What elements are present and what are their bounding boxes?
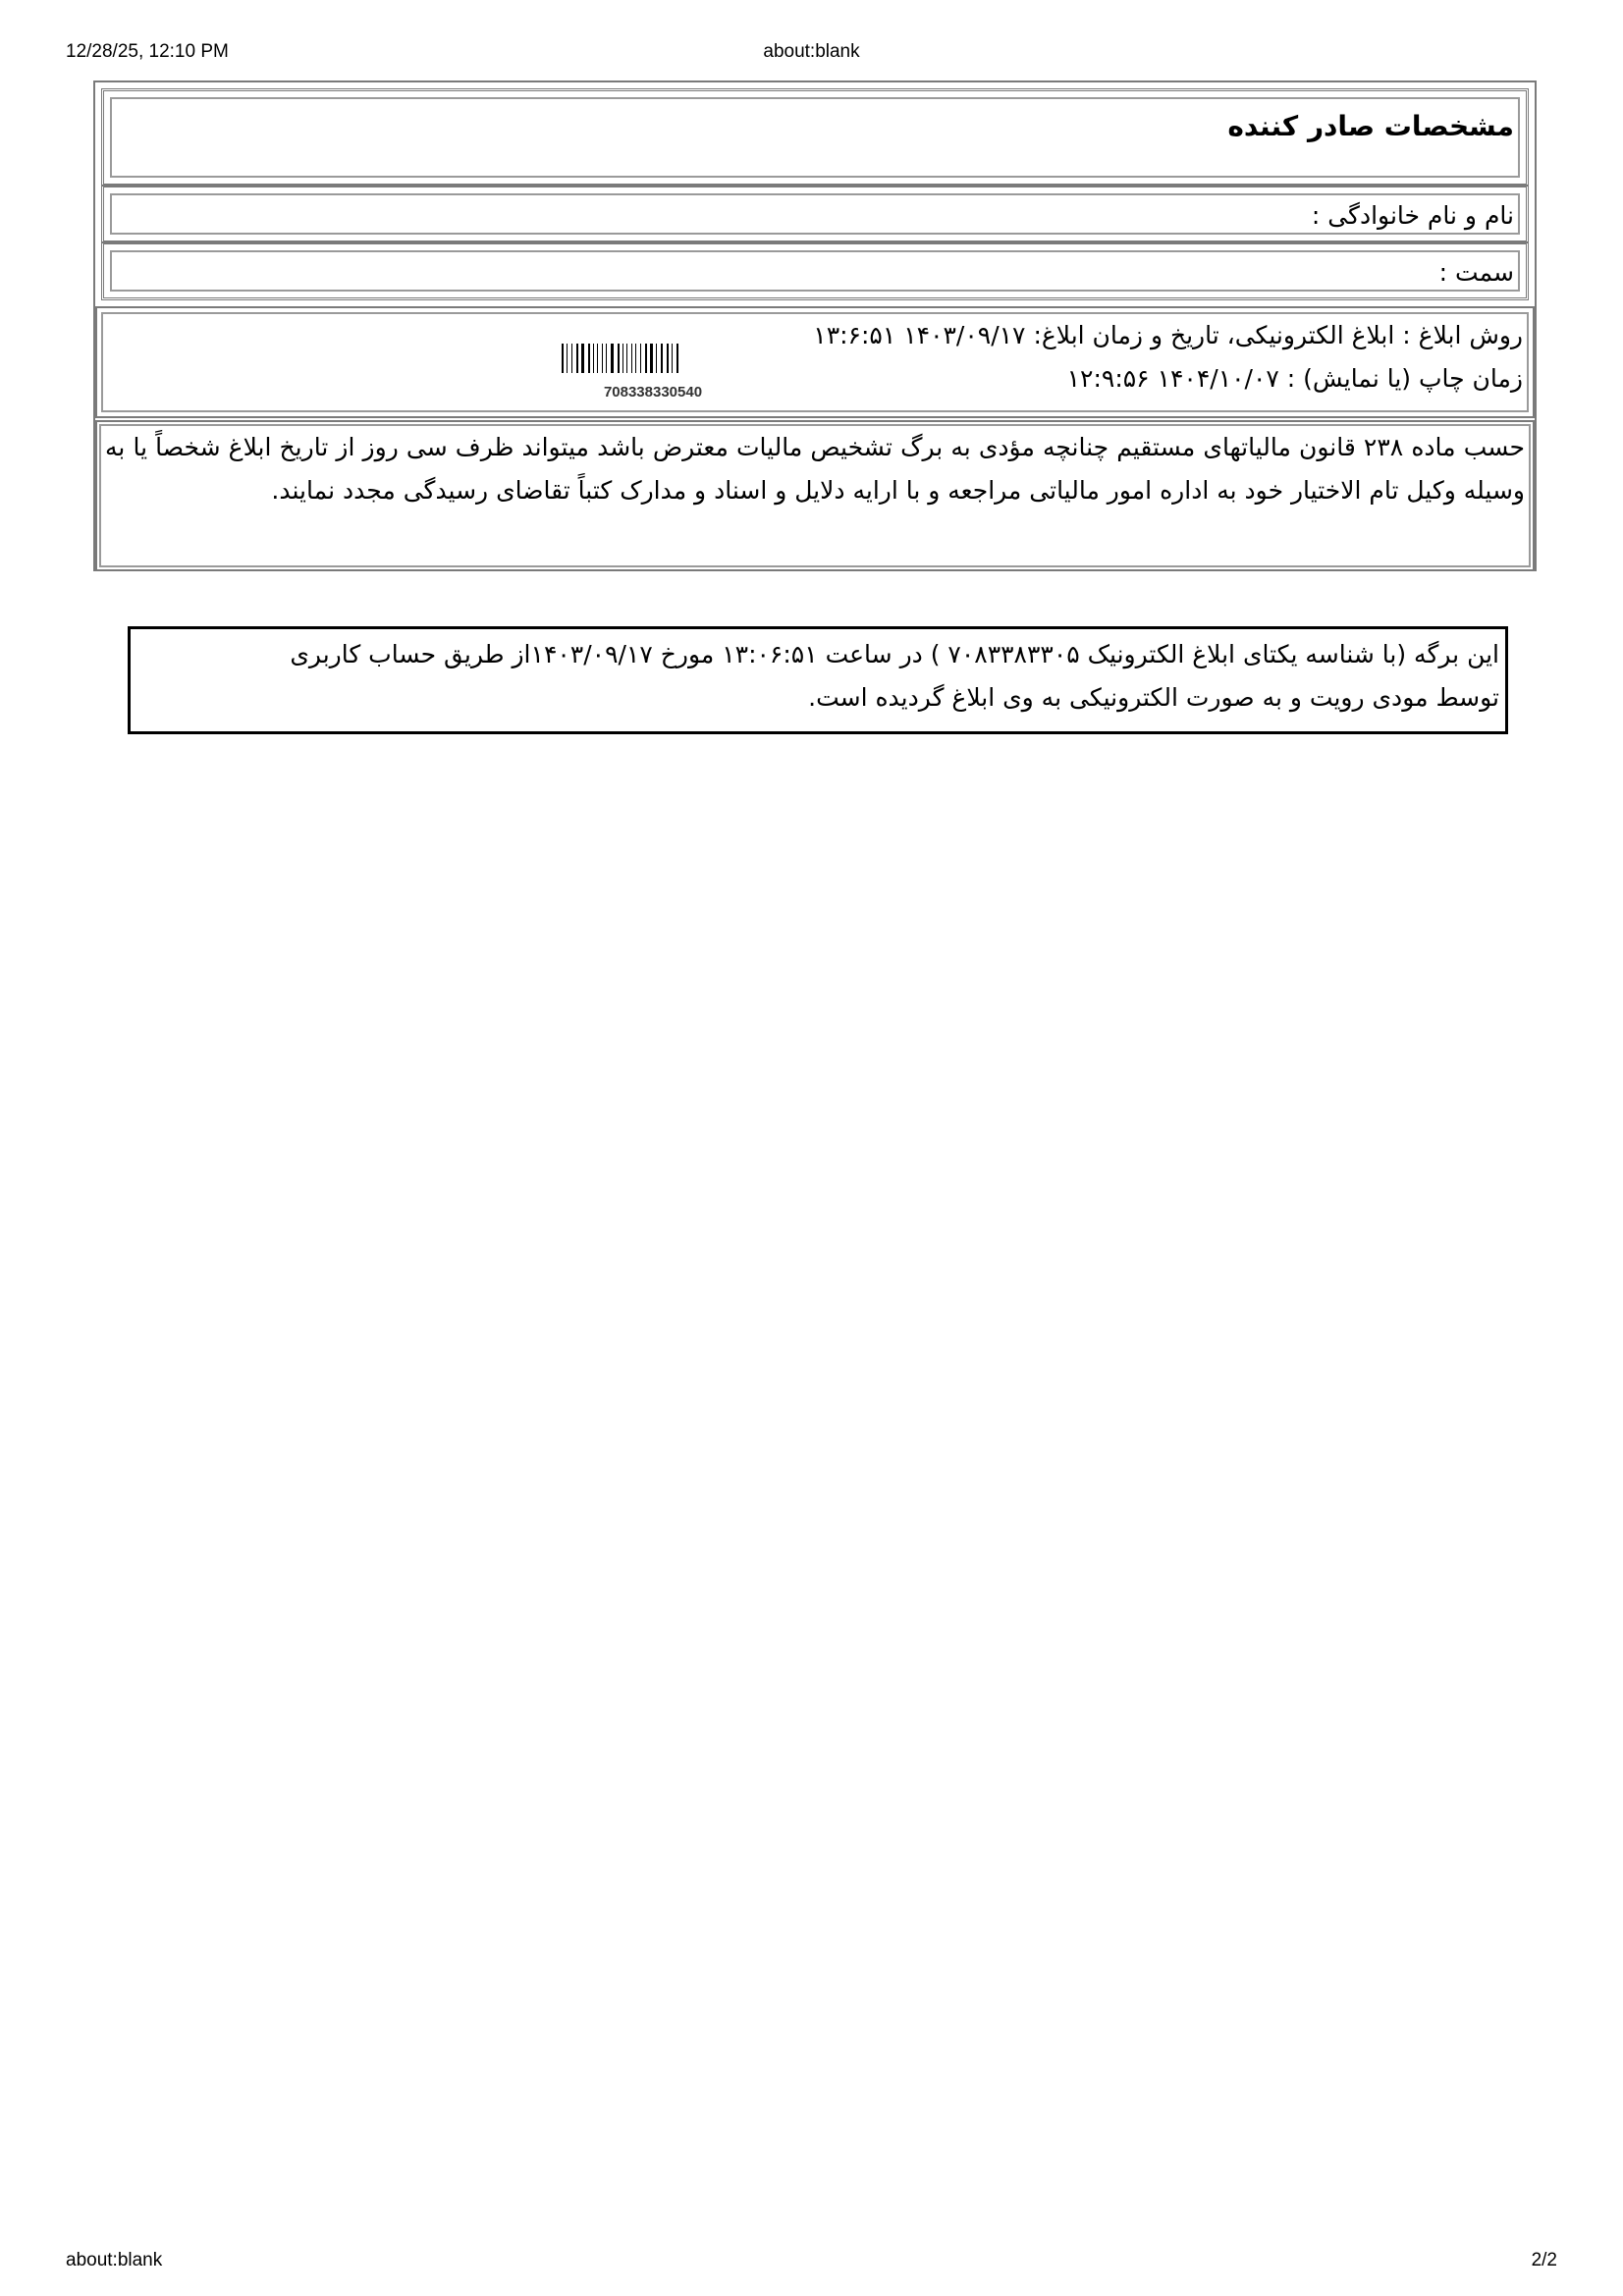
law-box <box>95 420 1535 571</box>
issuer-form <box>93 80 1537 571</box>
barcode <box>560 344 746 414</box>
position-label: سمت : <box>1438 258 1514 287</box>
issuer-title-box <box>101 88 1529 187</box>
barcode-bar <box>576 344 578 373</box>
position-box <box>101 241 1529 300</box>
barcode-bar <box>588 344 590 373</box>
page-number: 2/2 <box>1531 2250 1557 2270</box>
barcode-bar <box>676 344 678 373</box>
barcode-bar <box>602 344 603 373</box>
barcode-bar <box>661 344 663 373</box>
barcode-bar <box>672 344 673 373</box>
print-url: about:blank <box>763 41 860 62</box>
delivery-method: روش ابلاغ : ابلاغ الکترونیکی، تاریخ و زمان ابلاغ: ۱۴۰۳/۰۹/۱۷ ۱۳:۶:۵۱ <box>813 321 1523 349</box>
barcode-number: 708338330540 <box>603 384 703 400</box>
barcode-bar <box>597 344 598 373</box>
barcode-bar <box>611 344 614 373</box>
barcode-bar <box>667 344 669 373</box>
print-datetime: 12/28/25, 12:10 PM <box>66 41 229 62</box>
law-text: حسب ماده ۲۳۸ قانون مالیاتهای مستقیم چنانچه مؤدی به برگ تشخیص مالیات معترض باشد میتواند ظرف سی روز از تاریخ ابلاغ شخصاً یا به وسیله وکیل تام الاختیار خود به اداره امور مالیاتی مراجعه و با ارایه دلایل و اسناد و مدارک کتباً تقاضای رسیدگی مجدد نمایند. <box>99 424 1531 567</box>
barcode-bar <box>631 344 632 373</box>
barcode-bar <box>606 344 607 373</box>
barcode-bar <box>626 344 627 373</box>
name-label: نام و نام خانوادگی : <box>1311 201 1514 230</box>
delivery-box <box>95 306 1535 418</box>
barcode-bar <box>635 344 636 373</box>
barcode-image <box>560 344 740 373</box>
barcode-bar <box>571 344 572 373</box>
barcode-bar <box>656 344 657 373</box>
barcode-bar <box>622 344 623 373</box>
notice-line-2: توسط مودی رویت و به صورت الکترونیکی به وی ابلاغ گردیده است. <box>808 683 1499 712</box>
barcode-bar <box>618 344 620 373</box>
barcode-bar <box>640 344 641 373</box>
print-time: زمان چاپ (یا نمایش) : ۱۴۰۴/۱۰/۰۷ ۱۲:۹:۵۶ <box>1066 364 1523 393</box>
notice-line-1: این برگه (با شناسه یکتای ابلاغ الکترونیک ۷۰۸۳۳۸۳۳۰۵ ) در ساعت ۱۳:۰۶:۵۱ مورخ ۱۴۰۳/۰۹/۱۷از طریق حساب کاربری <box>290 640 1499 668</box>
barcode-bar <box>562 344 564 373</box>
barcode-bar <box>645 344 647 373</box>
issuer-title: مشخصات صادر کننده <box>1227 110 1514 142</box>
barcode-bar <box>567 344 568 373</box>
barcode-bar <box>593 344 594 373</box>
footer-url: about:blank <box>66 2250 163 2270</box>
barcode-bar <box>581 344 584 373</box>
name-box <box>101 185 1529 243</box>
barcode-bar <box>650 344 653 373</box>
delivery-notice <box>128 626 1508 734</box>
